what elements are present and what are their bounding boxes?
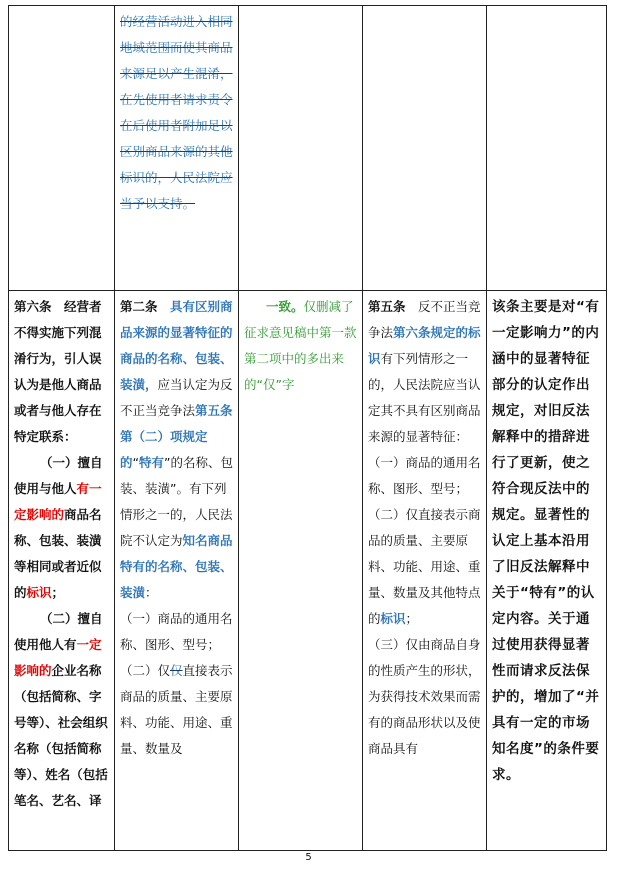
article-5-text-2: 有下列情形之一的，人民法院应当认定其不具有区别商品来源的显著特征： [368, 351, 481, 444]
article-5-highlight: 第六条规定的标识 [368, 325, 481, 366]
item-2-prefix: （二）仅 [120, 663, 171, 678]
article-2-highlight-2: 第五条第（二）项规定的 [120, 403, 233, 470]
article-5-item-3: （三）仅由商品自身的性质产生的形状，为获得技术效果而需有的商品形状以及使商品具有 [368, 637, 481, 756]
cell-commentary [487, 291, 607, 851]
cell-top-col2 [115, 6, 239, 291]
article-6-heading: 第六条 经营者不得实施下列混淆行为，引人误认为是他人商品或者与他人存在特定联系： [14, 299, 102, 444]
article-2-item-1: （一）商品的通用名称、图形、型号； [120, 611, 233, 652]
commentary-text: 该条主要是对“有一定影响力”的内涵中的显著特征部分的认定作出规定，对旧反法解释中的措辞进行了更新，使之符合现反法中的规定。显著性的认定上基本沿用了旧反法解释中关于“特有”的认定内容。关于通过使用获得显著性而请求反法保护的，增加了 [492, 299, 600, 705]
cell-top-col3 [239, 6, 363, 291]
cell-old-interpretation [115, 291, 239, 851]
cell-top-col1 [9, 6, 115, 291]
article-5-item-1: （一）商品的通用名称、图形、型号； [368, 455, 481, 496]
article-2-highlight-3: 特有 [139, 455, 165, 470]
article-2-heading: 第二条 [120, 299, 158, 314]
cell-new-interpretation [363, 291, 487, 851]
article-2-highlight-4: 知名商品特有的名称、包装、装潢 [120, 533, 233, 600]
item-2-text: （二）仅直接表示商品的质量、主要原料、功能、用途、重量、数量及其他特点的 [368, 507, 481, 626]
item-2-highlight: 一定影响的 [14, 637, 102, 678]
item-1-highlight: 有一定影响的 [14, 481, 102, 522]
article-6-item-2 [14, 606, 110, 814]
item-2-deleted: 仅 [170, 663, 183, 678]
item-2-text: （二）擅自使用他人有 [14, 611, 103, 652]
article-5-heading: 第五条 [368, 299, 406, 314]
item-2-end: ； [405, 611, 419, 626]
article-2-text-2: ”的名称、包装、装潢”。有下列情形之一的，人民法院不认定为 [120, 455, 233, 548]
cell-top-col4 [363, 6, 487, 291]
article-2-item-2 [120, 658, 234, 762]
commentary-end: 的条件要求。 [492, 741, 600, 783]
cell-change-note [239, 291, 363, 851]
comparison-table [8, 5, 607, 851]
note-bold: 一致。 [266, 299, 304, 314]
page-number: 5 [305, 852, 312, 863]
article-2-quote-open: “ [132, 455, 139, 470]
article-2-text-1: 应当认定为反不正当竞争法 [120, 377, 233, 418]
table-row-main [9, 291, 607, 851]
cell-top-col5 [487, 6, 607, 291]
item-2-text-2: 企业名称（包括简称、字号等）、社会组织名称（包括简称等）、姓名（包括笔名、艺名、译 [14, 663, 108, 808]
article-6-item-1 [14, 450, 110, 606]
article-5-item-2 [368, 502, 482, 632]
cell-law-article-6 [9, 291, 115, 851]
article-2-highlight: 具有区别商品来源的显著特征的商品的名称、包装、装潢， [120, 299, 233, 392]
item-1-text-2: 商品名称、包装、装潢等相同或者近似的 [14, 507, 102, 600]
commentary-quote: “并具有一定的市场知名度” [492, 689, 600, 757]
article-5-text-1: 反不正当竞争法 [368, 299, 481, 340]
article-2-colon: ： [145, 585, 158, 600]
item-1-highlight-2: 标识 [26, 585, 52, 600]
item-1-end: ； [51, 585, 65, 600]
deleted-text: 的经营活动进入相同地域范围而使其商品来源足以产生混淆，在先使用者请求责令在后使用者附加足以区别商品来源的其他标识的，人民法院应当予以支持。 [120, 14, 233, 211]
item-1-text: （一）擅自使用与他人 [14, 455, 103, 496]
item-2-highlight: 标识 [380, 611, 406, 626]
table-row-top [9, 6, 607, 291]
note-text: 仅删减了征求意见稿中第一款第二项中的多出来的“仅”字 [244, 299, 357, 392]
item-2-rest: 直接表示商品的质量、主要原料、功能、用途、重量、数量及 [120, 663, 233, 756]
